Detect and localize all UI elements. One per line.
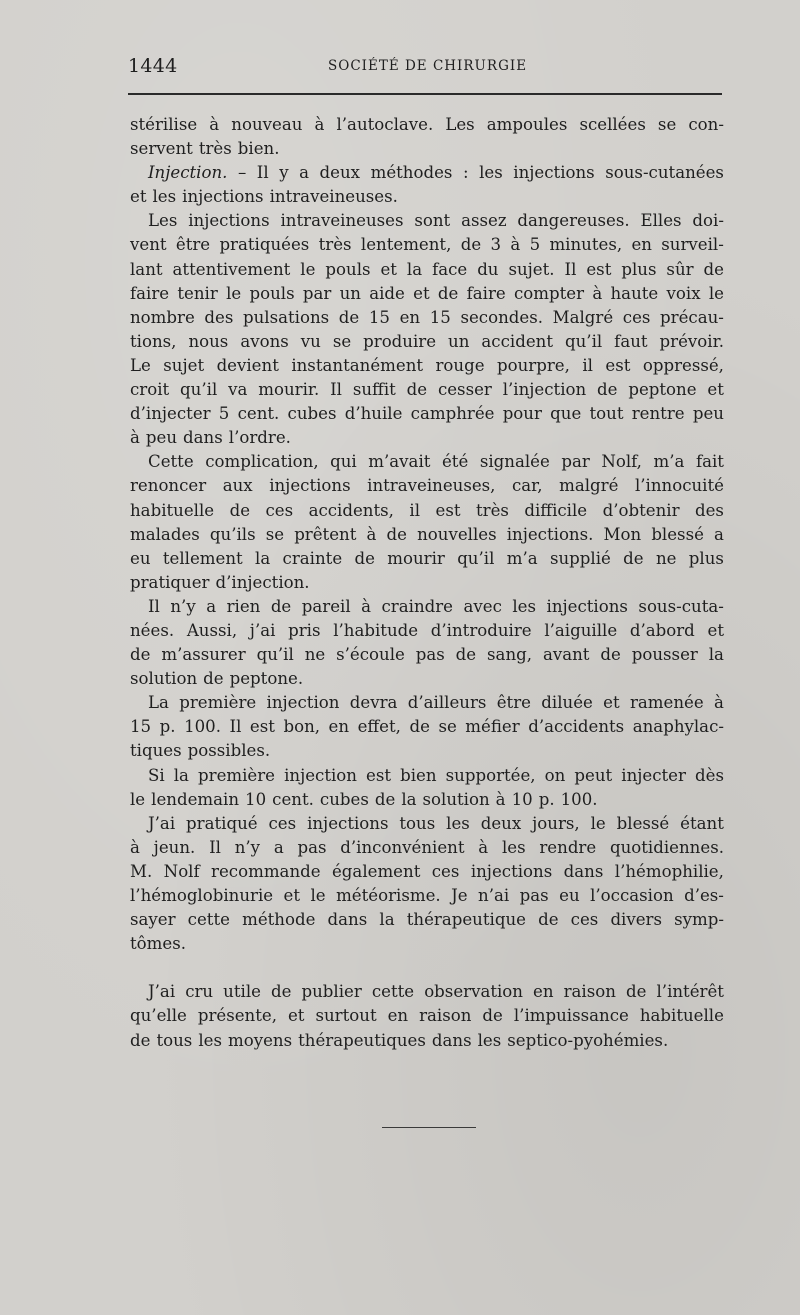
text-line: Cette complication, qui m’avait été signalée par Nolf, m’a fait	[148, 452, 724, 472]
text-line: tions, nous avons vu se produire un accident qu’il faut prévoir.	[130, 331, 724, 351]
body-text	[130, 113, 724, 1053]
text-line: nombre des pulsations de 15 en 15 secondes. Malgré ces précau-	[130, 307, 724, 327]
text-line: croit qu’il va mourir. Il suffit de cesser l’injection de peptone et	[130, 380, 724, 400]
text-line: servent très bien.	[130, 139, 280, 159]
paragraph-gap	[130, 956, 724, 980]
text-line: qu’elle présente, et surtout en raison de l’impuissance habituelle	[130, 1006, 724, 1026]
text-line: et les injections intraveineuses.	[130, 187, 398, 207]
text-line: de m’assurer qu’il ne s’écoule pas de sang, avant de pousser la	[130, 645, 724, 665]
text-line: faire tenir le pouls par un aide et de faire compter à haute voix le	[130, 283, 724, 303]
text-line: solution de peptone.	[130, 669, 304, 689]
text-line: pratiquer d’injection.	[130, 572, 310, 592]
text-line: Les injections intraveineuses sont assez dangereuses. Elles doi-	[148, 211, 724, 231]
text-line: eu tellement la crainte de mourir qu’il m’a supplié de ne plus	[130, 548, 724, 568]
text-line: J’ai pratiqué ces injections tous les deux jours, le blessé étant	[148, 813, 724, 833]
text-line: La première injection devra d’ailleurs être diluée et ramenée à	[148, 693, 724, 713]
text-line: J’ai cru utile de publier cette observation en raison de l’intérêt	[148, 982, 724, 1002]
text-line: sayer cette méthode dans la thérapeutique de ces divers symp-	[130, 910, 724, 930]
text-line: habituelle de ces accidents, il est très difficile d’obtenir des	[130, 500, 724, 520]
text-line: d’injecter 5 cent. cubes d’huile camphrée pour que tout rentre peu	[130, 404, 724, 424]
text-line: M. Nolf recommande également ces injections dans l’hémophilie,	[130, 861, 724, 881]
page-header	[128, 55, 722, 79]
page-number: 1444	[128, 55, 178, 77]
header-rule	[128, 93, 722, 95]
text-line: tômes.	[130, 934, 187, 954]
text-line: 15 p. 100. Il est bon, en effet, de se méfier d’accidents anaphylac-	[130, 717, 724, 737]
text-line: Le sujet devient instantanément rouge pourpre, il est oppressé,	[130, 355, 724, 375]
text-line: stérilise à nouveau à l’autoclave. Les ampoules scellées se con-	[130, 115, 724, 134]
text-line: l’hémoglobinurie et le météorisme. Je n’ai pas eu l’occasion d’es-	[130, 886, 724, 905]
text-line: Injection. – Il y a deux méthodes : les injections sous-cutanées	[130, 161, 724, 185]
text-line: malades qu’ils se prêtent à de nouvelles injections. Mon blessé a	[130, 524, 724, 544]
text-line: vent être pratiquées très lentement, de 3 à 5 minutes, en surveil-	[130, 235, 724, 255]
text-line: à jeun. Il n’y a pas d’inconvénient à les rendre quotidiennes.	[130, 837, 724, 857]
text-line: lant attentivement le pouls et la face du sujet. Il est plus sûr de	[130, 259, 724, 279]
text-line: Si la première injection est bien supportée, on peut injecter dès	[148, 765, 724, 785]
text-line: le lendemain 10 cent. cubes de la solution à 10 p. 100.	[130, 789, 598, 809]
section-lead-italic: Injection.	[148, 163, 228, 183]
running-head: SOCIÉTÉ DE CHIRURGIE	[328, 58, 528, 74]
text-line: renoncer aux injections intraveineuses, car, malgré l’innocuité	[130, 476, 724, 496]
closing-rule	[382, 1127, 476, 1128]
text-line: Il n’y a rien de pareil à craindre avec les injections sous-cuta-	[148, 596, 724, 616]
text-line: de tous les moyens thérapeutiques dans les septico-pyohémies.	[130, 1030, 669, 1050]
text-line: tiques possibles.	[130, 741, 271, 761]
text-line: nées. Aussi, j’ai pris l’habitude d’introduire l’aiguille d’abord et	[130, 620, 724, 640]
text-line: à peu dans l’ordre.	[130, 428, 291, 448]
